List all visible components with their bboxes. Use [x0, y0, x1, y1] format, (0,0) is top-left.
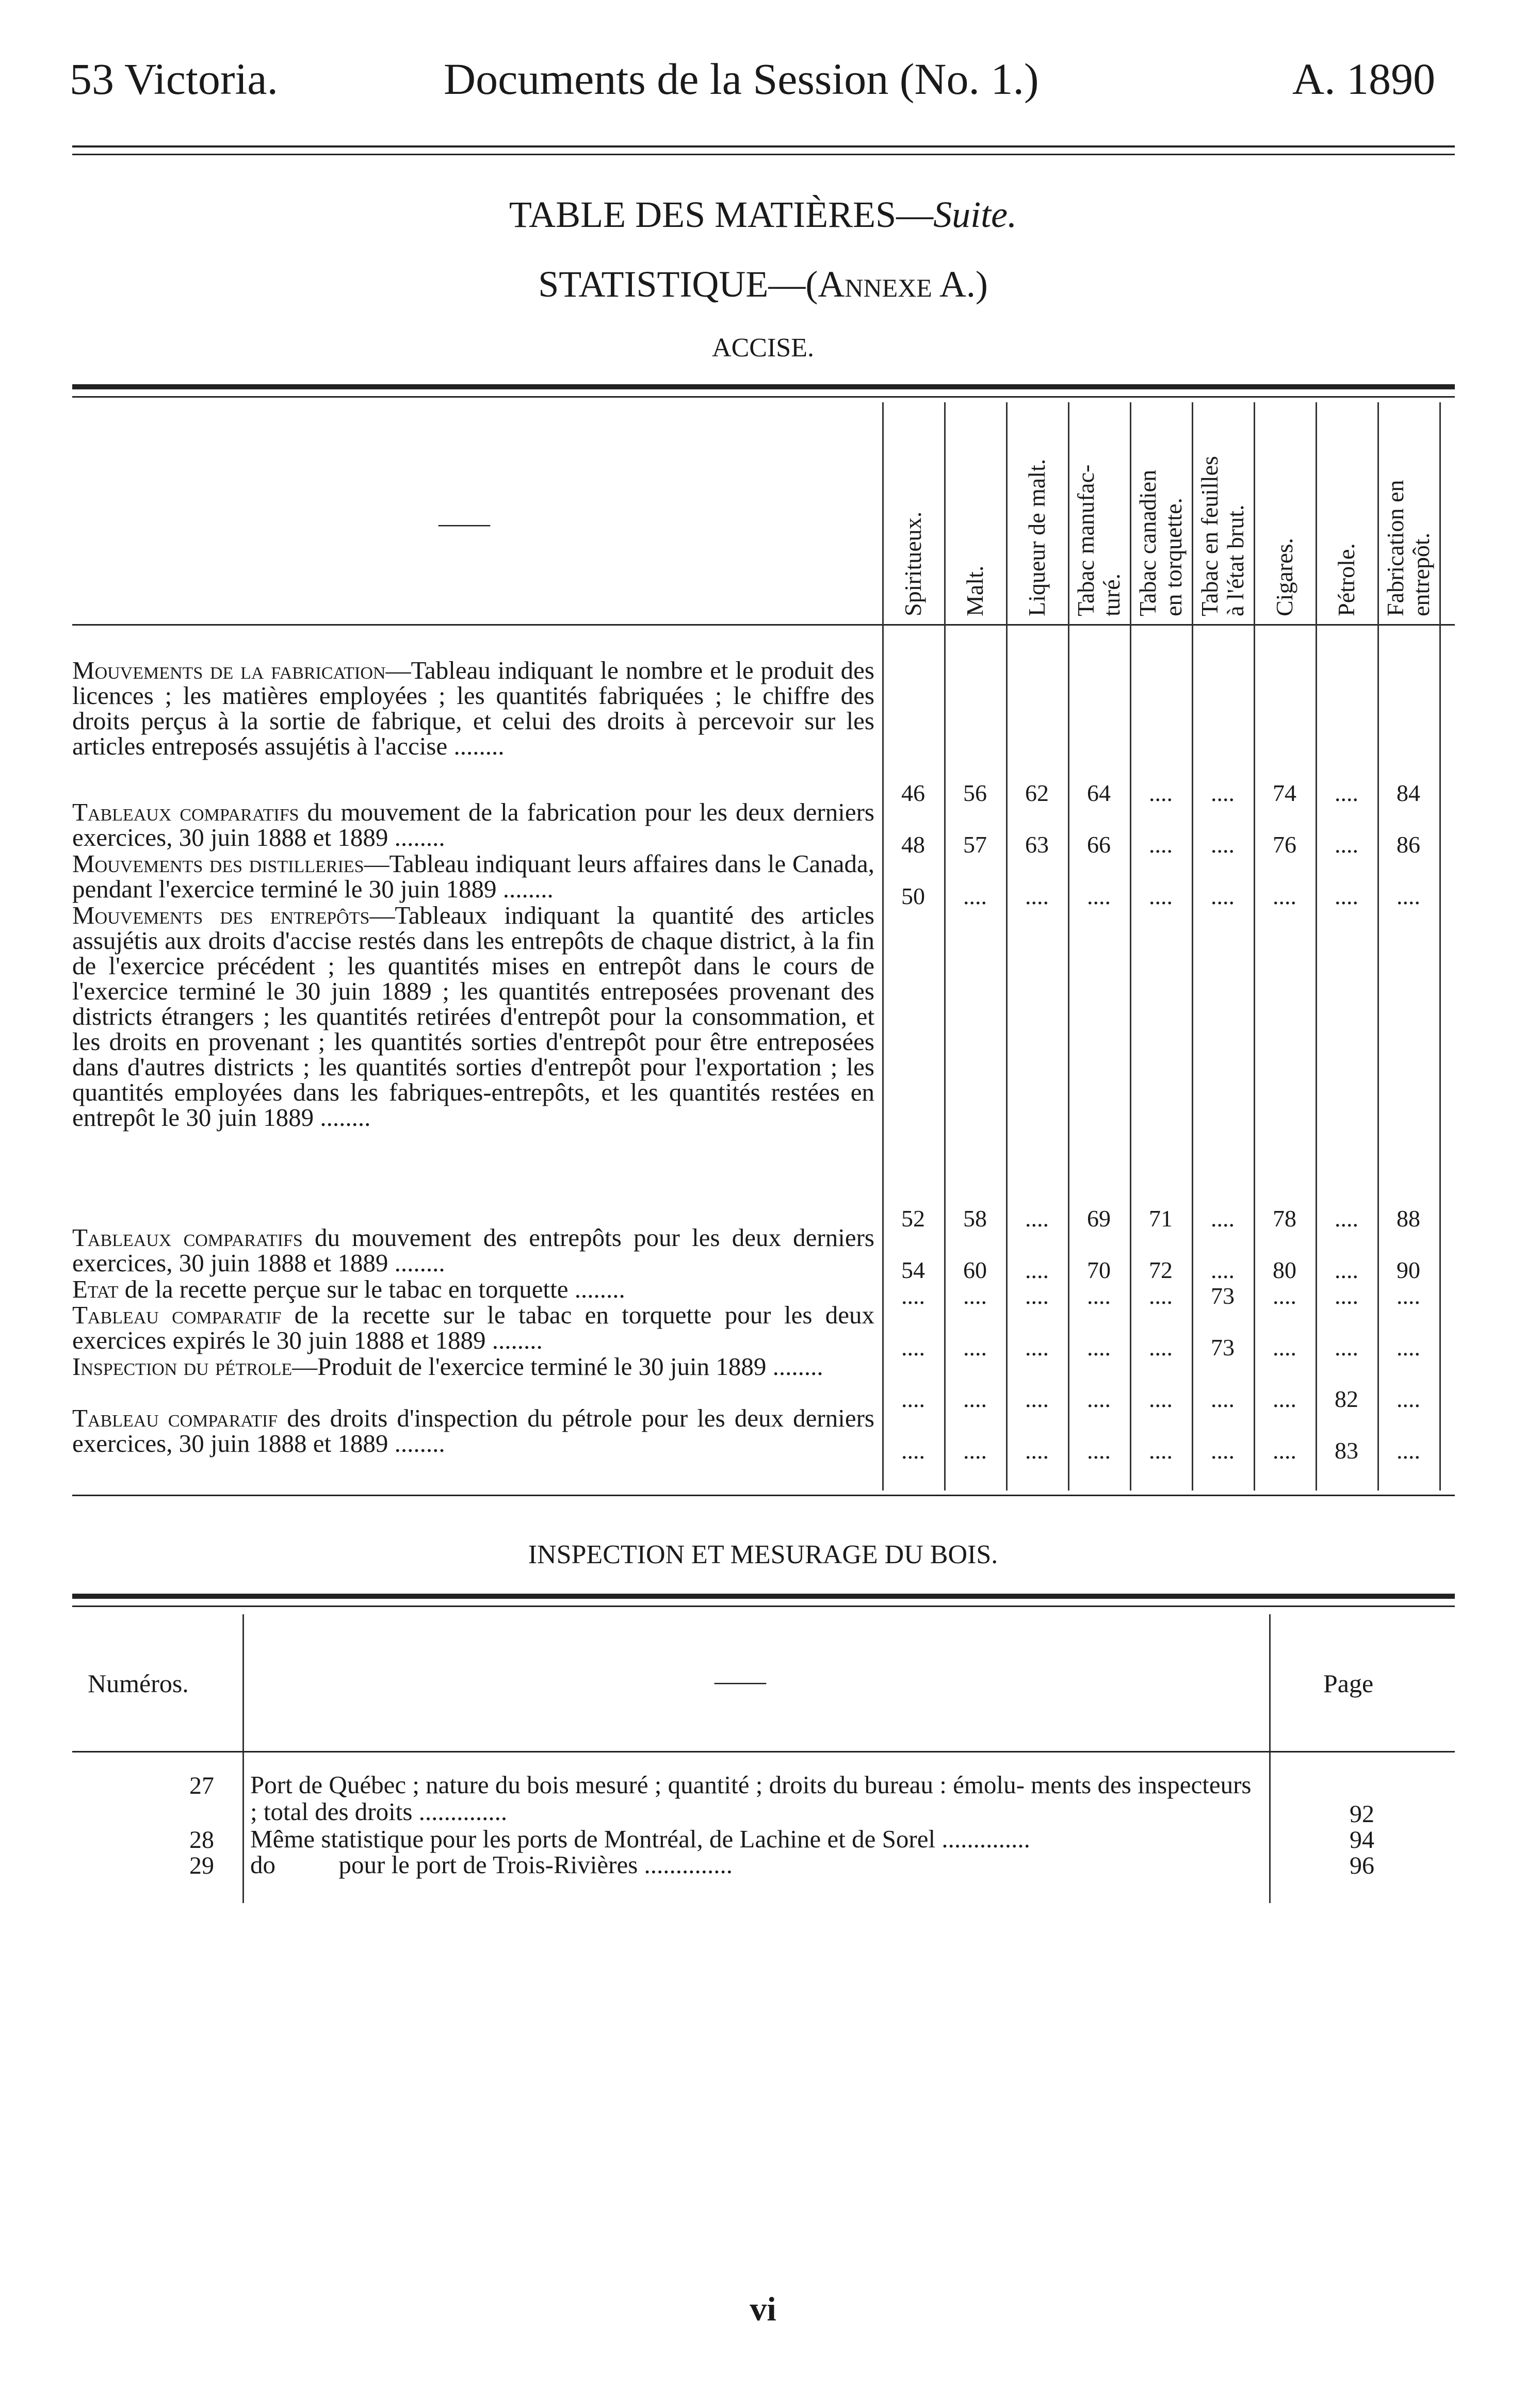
- accise-cell: 56: [963, 780, 987, 806]
- accise-cell: ....: [963, 1437, 987, 1464]
- wood-vline-1: [242, 1614, 244, 1903]
- wood-row-description: [250, 1826, 1264, 1853]
- accise-entry-text: du mouvement de la fabrication pour les deux derniers exercices, 30 juin 1888 et 1889: [72, 798, 875, 851]
- wood-col-numeros: Numéros.: [88, 1669, 189, 1698]
- accise-cell: ....: [1087, 883, 1111, 909]
- header-session: Documents de la Session (No. 1.): [444, 54, 1039, 104]
- accise-cell: ....: [1335, 780, 1358, 806]
- accise-column-header: Liqueur de malt.: [1024, 458, 1050, 616]
- accise-cell: 80: [1273, 1257, 1296, 1283]
- accise-cell: ....: [1335, 1283, 1358, 1309]
- accise-cell: 60: [963, 1257, 987, 1283]
- accise-cell: ....: [1149, 1334, 1173, 1361]
- accise-cell: ....: [1211, 883, 1235, 909]
- header-rule-bottom: [72, 154, 1455, 155]
- accise-cell: ....: [963, 883, 987, 909]
- accise-cell: ....: [1025, 1257, 1049, 1283]
- accise-cell: 52: [901, 1205, 925, 1232]
- accise-cell: 72: [1149, 1257, 1173, 1283]
- accise-cell: 82: [1335, 1386, 1358, 1412]
- page-title-suffix: Suite.: [933, 194, 1017, 235]
- accise-cell: 73: [1211, 1334, 1235, 1361]
- accise-column-divider: [1006, 402, 1008, 1490]
- accise-blank-header-dash: ——: [439, 509, 490, 537]
- accise-column-header: Malt.: [962, 565, 988, 616]
- accise-cell: 50: [901, 883, 925, 909]
- dot-leader: ........: [447, 732, 505, 760]
- section-title-suffix: A.): [932, 264, 988, 305]
- accise-cell: ....: [1025, 883, 1049, 909]
- accise-entry: [72, 1276, 874, 1302]
- accise-entry-heading: Mouvements des entrepôts: [72, 901, 370, 929]
- page-number: vi: [750, 2290, 776, 2328]
- accise-bottom-rule: [72, 1495, 1455, 1496]
- accise-cell: ....: [1211, 1257, 1235, 1283]
- accise-cell: 88: [1397, 1205, 1420, 1232]
- wood-header-rule: [72, 1751, 1455, 1752]
- accise-cell: 71: [1149, 1205, 1173, 1232]
- accise-cell: ....: [1211, 780, 1235, 806]
- accise-entry-text: —Produit de l'exercice terminé le 30 juin 1889: [292, 1352, 767, 1381]
- accise-column-divider: [1192, 402, 1193, 1490]
- accise-cell: ....: [1149, 780, 1173, 806]
- wood-row-number: 28: [189, 1826, 214, 1854]
- accise-cell: ....: [963, 1283, 987, 1309]
- header-rule-top: [72, 145, 1455, 148]
- accise-column-divider: [882, 402, 884, 1490]
- accise-entry: [72, 1302, 874, 1353]
- accise-entry-text: —Tableau indiquant leurs affaires dans le Canada, pendant l'exercice terminé le 30 juin 1889: [72, 849, 875, 903]
- accise-cell: ....: [1025, 1205, 1049, 1232]
- dot-leader: ..............: [412, 1797, 508, 1826]
- accise-column-divider: [1377, 402, 1379, 1490]
- dot-leader: ........: [766, 1352, 823, 1381]
- accise-cell: ....: [901, 1437, 925, 1464]
- dot-leader: ........: [485, 1326, 543, 1354]
- accise-column-divider: [1316, 402, 1317, 1490]
- dot-leader: ..............: [638, 1850, 733, 1879]
- accise-entry-text: —Tableaux indiquant la quantité des articles assujétis aux droits d'accise restés dans les entrepôts de chaque district, à la fin de l'exercice précédent ; les quantités mises en entrepôt dans le cours de l'exercice terminé le 30 juin 1889 ; les quantités entreposées provenant des districts étrangers ; les quantités retirées d'entrepôt pour la consommation, et les droits en provenant ; les quantités sorties d'entrepôt pour être entreposées dans d'autres districts ; les quantités sorties d'entrepôt pour l'exportation ; les quantités employées dans les fabriques-entrepôts, et les quantités restées en entrepôt le 30 juin 1889: [72, 901, 875, 1132]
- accise-cell: ....: [901, 1283, 925, 1309]
- wood-col-dash: ——: [715, 1666, 766, 1695]
- wood-row-number: 29: [189, 1852, 214, 1879]
- accise-entry-heading: Mouvements de la fabrication: [72, 656, 386, 684]
- accise-cell: 74: [1273, 780, 1296, 806]
- wood-row-text: Port de Québec ; nature du bois mesuré ; quantité ; droits du bureau : émolu- ments des inspecteurs ; total des droits: [250, 1771, 1258, 1826]
- wood-row-number: 27: [189, 1772, 214, 1799]
- accise-cell: ....: [1397, 1283, 1420, 1309]
- accise-cell: 70: [1087, 1257, 1111, 1283]
- accise-cell: ....: [1397, 1386, 1420, 1412]
- wood-row-description: [250, 1852, 1264, 1878]
- accise-cell: ....: [1273, 1334, 1296, 1361]
- wood-row-text: Même statistique pour les ports de Montréal, de Lachine et de Sorel: [250, 1825, 936, 1853]
- accise-entry-heading: Etat: [72, 1275, 119, 1303]
- accise-entry-text: de la recette sur le tabac en torquette pour les deux exercices expirés le 30 juin 1888 et 1889: [72, 1301, 874, 1354]
- accise-cell: ....: [1087, 1334, 1111, 1361]
- accise-column-divider: [1130, 402, 1131, 1490]
- accise-entry-heading: Inspection du pétrole: [72, 1352, 293, 1381]
- accise-cell: 76: [1273, 831, 1296, 858]
- accise-entry: [72, 1225, 874, 1275]
- accise-cell: 48: [901, 831, 925, 858]
- header-volume: 53 Victoria.: [70, 54, 279, 104]
- accise-column-divider: [1439, 402, 1441, 1490]
- accise-cell: 54: [901, 1257, 925, 1283]
- section-title-annexe: Annexe: [818, 264, 932, 305]
- accise-cell: ....: [1335, 1334, 1358, 1361]
- wood-section-title: INSPECTION ET MESURAGE DU BOIS.: [528, 1540, 998, 1569]
- accise-cell: ....: [1087, 1283, 1111, 1309]
- accise-column-header: Cigares.: [1271, 537, 1297, 616]
- accise-entry-text: —Tableau indiquant le nombre et le produit des licences ; les matières employées ; les quantités fabriquées ; le chiffre des droits perçus à la sortie de fabrique, et celui des droits à percevoir sur les articles entreposés assujétis à l'accise: [72, 656, 874, 760]
- page-title-text: TABLE DES MATIÈRES—: [509, 194, 934, 235]
- accise-column-header: Tabac manufac- turé.: [1073, 464, 1125, 616]
- accise-entry-text: de la recette perçue sur le tabac en torquette: [118, 1275, 569, 1303]
- wood-row-text: do pour le port de Trois-Rivières: [250, 1850, 638, 1879]
- dot-leader: ........: [388, 1249, 445, 1277]
- wood-row-page: 94: [1350, 1826, 1374, 1854]
- accise-cell: ....: [1335, 1257, 1358, 1283]
- wood-row-description: [250, 1772, 1264, 1825]
- accise-cell: 69: [1087, 1205, 1111, 1232]
- section-title-prefix: STATISTIQUE—(: [538, 264, 818, 305]
- accise-cell: ....: [1273, 1283, 1296, 1309]
- accise-cell: ....: [1025, 1283, 1049, 1309]
- accise-entry-text: des droits d'inspection du pétrole pour les deux derniers exercices, 30 juin 1888 et 1889: [72, 1404, 874, 1457]
- accise-cell: ....: [963, 1334, 987, 1361]
- section-title: [0, 263, 1526, 306]
- wood-col-page: Page: [1323, 1669, 1374, 1698]
- accise-cell: ....: [1025, 1334, 1049, 1361]
- accise-entry-heading: Tableau comparatif: [72, 1404, 278, 1432]
- accise-cell: 83: [1335, 1437, 1358, 1464]
- accise-header-rule: [72, 624, 1455, 626]
- accise-column-divider: [1254, 402, 1255, 1490]
- dot-leader: ........: [568, 1275, 625, 1303]
- accise-cell: ....: [1397, 883, 1420, 909]
- accise-entry-heading: Tableau comparatif: [72, 1301, 282, 1329]
- accise-cell: ....: [901, 1334, 925, 1361]
- accise-cell: 73: [1211, 1283, 1235, 1309]
- accise-cell: ....: [901, 1386, 925, 1412]
- accise-cell: 57: [963, 831, 987, 858]
- accise-entry-heading: Tableaux comparatifs: [72, 1223, 303, 1252]
- accise-cell: ....: [1149, 883, 1173, 909]
- accise-column-header: Fabrication en entrepôt.: [1382, 480, 1434, 616]
- accise-cell: 86: [1397, 831, 1420, 858]
- accise-column-header: Pétrole.: [1333, 543, 1359, 616]
- accise-cell: ....: [1397, 1437, 1420, 1464]
- accise-entry-heading: Tableaux comparatifs: [72, 798, 299, 826]
- dot-leader: ........: [388, 1429, 445, 1457]
- accise-cell: ....: [1025, 1437, 1049, 1464]
- accise-cell: ....: [1087, 1437, 1111, 1464]
- wood-row-page: 92: [1350, 1800, 1374, 1828]
- accise-entry: [72, 799, 874, 850]
- page-title: [0, 193, 1526, 236]
- accise-cell: ....: [1211, 1437, 1235, 1464]
- accise-cell: 78: [1273, 1205, 1296, 1232]
- accise-column-header: Tabac en feuilles à l'état brut.: [1196, 456, 1248, 616]
- wood-vline-2: [1269, 1614, 1271, 1903]
- accise-cell: 58: [963, 1205, 987, 1232]
- wood-rule-top-thin: [72, 1606, 1455, 1607]
- dot-leader: ..............: [935, 1825, 1030, 1853]
- accise-cell: ....: [1087, 1386, 1111, 1412]
- accise-cell: ....: [963, 1386, 987, 1412]
- accise-entry: [72, 851, 874, 902]
- accise-cell: 84: [1397, 780, 1420, 806]
- accise-rule-top-thin: [72, 396, 1455, 398]
- accise-cell: ....: [1025, 1386, 1049, 1412]
- accise-cell: 62: [1025, 780, 1049, 806]
- accise-cell: ....: [1149, 1386, 1173, 1412]
- accise-entry-heading: Mouvements des distilleries: [72, 849, 364, 878]
- accise-entry: [72, 1354, 874, 1379]
- accise-column-header: Tabac canadien en torquette.: [1134, 469, 1187, 616]
- accise-cell: ....: [1211, 1205, 1235, 1232]
- accise-cell: 90: [1397, 1257, 1420, 1283]
- wood-rule-top-thick: [72, 1594, 1455, 1599]
- subsection-title: ACCISE.: [712, 333, 814, 363]
- accise-column-divider: [944, 402, 946, 1490]
- accise-cell: ....: [1273, 1386, 1296, 1412]
- accise-cell: ....: [1397, 1334, 1420, 1361]
- wood-row-page: 96: [1350, 1852, 1374, 1879]
- accise-cell: 66: [1087, 831, 1111, 858]
- accise-cell: ....: [1211, 1386, 1235, 1412]
- accise-cell: 63: [1025, 831, 1049, 858]
- accise-cell: 46: [901, 780, 925, 806]
- accise-cell: ....: [1149, 831, 1173, 858]
- accise-cell: ....: [1335, 883, 1358, 909]
- accise-entry: [72, 658, 874, 759]
- dot-leader: ........: [388, 823, 445, 851]
- accise-cell: ....: [1273, 883, 1296, 909]
- header-year: A. 1890: [1292, 54, 1436, 104]
- accise-entry: [72, 1405, 874, 1456]
- accise-rule-top-thick: [72, 384, 1455, 389]
- accise-column-header: Spiritueux.: [900, 511, 926, 616]
- accise-cell: ....: [1273, 1437, 1296, 1464]
- accise-cell: 64: [1087, 780, 1111, 806]
- accise-entry-text: du mouvement des entrepôts pour les deux derniers exercices, 30 juin 1888 et 1889: [72, 1223, 874, 1277]
- accise-entry: [72, 903, 874, 1130]
- accise-cell: ....: [1335, 831, 1358, 858]
- accise-cell: ....: [1335, 1205, 1358, 1232]
- dot-leader: ........: [496, 875, 554, 903]
- accise-cell: ....: [1149, 1437, 1173, 1464]
- accise-cell: ....: [1149, 1283, 1173, 1309]
- accise-cell: ....: [1211, 831, 1235, 858]
- accise-column-divider: [1068, 402, 1069, 1490]
- dot-leader: ........: [314, 1103, 371, 1132]
